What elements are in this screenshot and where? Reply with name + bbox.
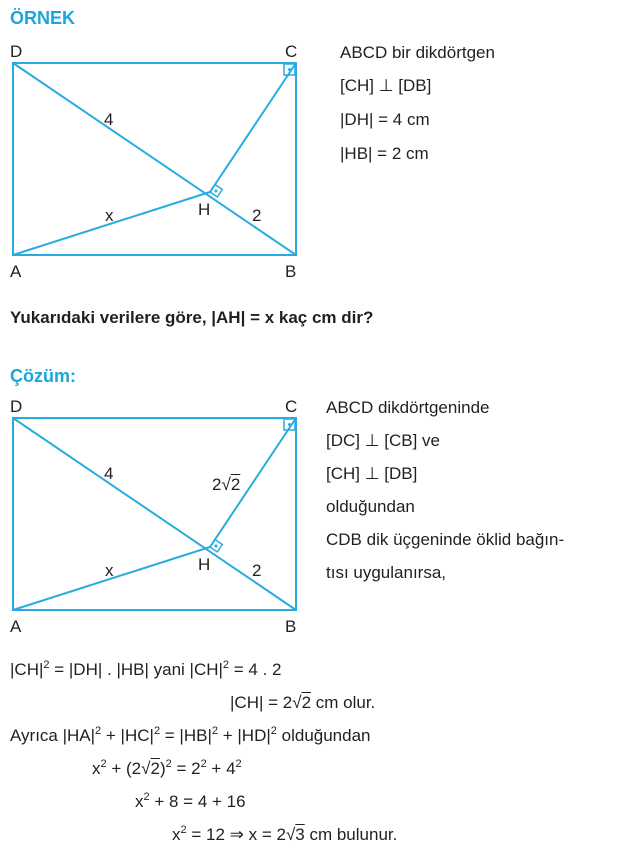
solution-label-hb-length: 2 <box>252 561 262 580</box>
solution-explanation-line: ABCD dikdörtgeninde <box>326 398 490 417</box>
solution-explanation-line: tısı uygulanırsa, <box>326 563 447 582</box>
solution-diagonal-db <box>13 418 296 610</box>
example-label-ah-length: x <box>105 206 114 225</box>
solution-label-a: A <box>10 617 22 636</box>
example-label-hb-length: 2 <box>252 206 262 225</box>
solution-label-ch-length <box>212 475 240 495</box>
solution-step-6: $x^2 = 12$ ⇒ x = 2√3 cm bulunur. <box>172 824 398 844</box>
solution-step-3: Ayrıca $|HA|^2 + |HC|^2 = |HB|^2 + |HD|^2$ olduğundan <box>10 725 371 745</box>
solution-label-d: D <box>10 397 23 416</box>
solution-explanation-line: CDB dik üçgeninde öklid bağın- <box>326 530 565 549</box>
example-label-b: B <box>285 262 297 281</box>
solution-step-4: $x^2 + (2√2)^2 = 2^2 + 4^2$ <box>92 758 242 778</box>
example-given-line: [CH] ⊥ [DB] <box>340 76 432 95</box>
example-given-line: |HB| = 2 cm <box>340 144 429 163</box>
solution-explanation-line: olduğundan <box>326 497 415 516</box>
ch-length-radicand: 2 <box>230 475 241 494</box>
example-given-line: |DH| = 4 cm <box>340 110 430 129</box>
solution-label-dh-length: 4 <box>104 464 114 483</box>
example-given-line: ABCD bir dikdörtgen <box>340 43 495 62</box>
solution-label-c: C <box>285 397 298 416</box>
example-question: Yukarıdaki verilere göre, |AH| = x kaç cm dir? <box>10 308 374 327</box>
ch-length-coefficient: 2 <box>212 475 222 494</box>
solution-label-ah-length: x <box>105 561 114 580</box>
solution-explanation-line: [CH] ⊥ [DB] <box>326 464 418 483</box>
example-label-d: D <box>10 42 23 61</box>
radical-sign: √ <box>285 825 296 844</box>
example-heading: ÖRNEK <box>10 8 76 28</box>
solution-heading: Çözüm: <box>10 366 76 386</box>
example-label-a: A <box>10 262 22 281</box>
solution-right-angle-dot-c <box>288 423 291 426</box>
solution-step-1: $|CH|^2 = |DH|$ . |HB| yani $|CH|^2 = 4$ . 2 <box>10 659 282 679</box>
solution-label-b: B <box>285 617 297 636</box>
solution-step-5: $x^2 + 8 = 4 + 16$ <box>135 791 246 811</box>
solution-explanation-line: [DC] ⊥ [CB] ve <box>326 431 440 450</box>
example-label-c: C <box>285 42 298 61</box>
radical-sign: √ <box>292 693 302 712</box>
radical-sign: √ <box>141 759 151 778</box>
solution-step-2: |CH| = 2√2 cm olur. <box>230 693 376 712</box>
solution-label-h: H <box>198 555 211 574</box>
radical-sign: √ <box>221 475 231 494</box>
example-label-h: H <box>198 200 211 219</box>
example-label-dh-length: 4 <box>104 110 114 129</box>
solution-right-angle-dot-h <box>215 545 218 548</box>
